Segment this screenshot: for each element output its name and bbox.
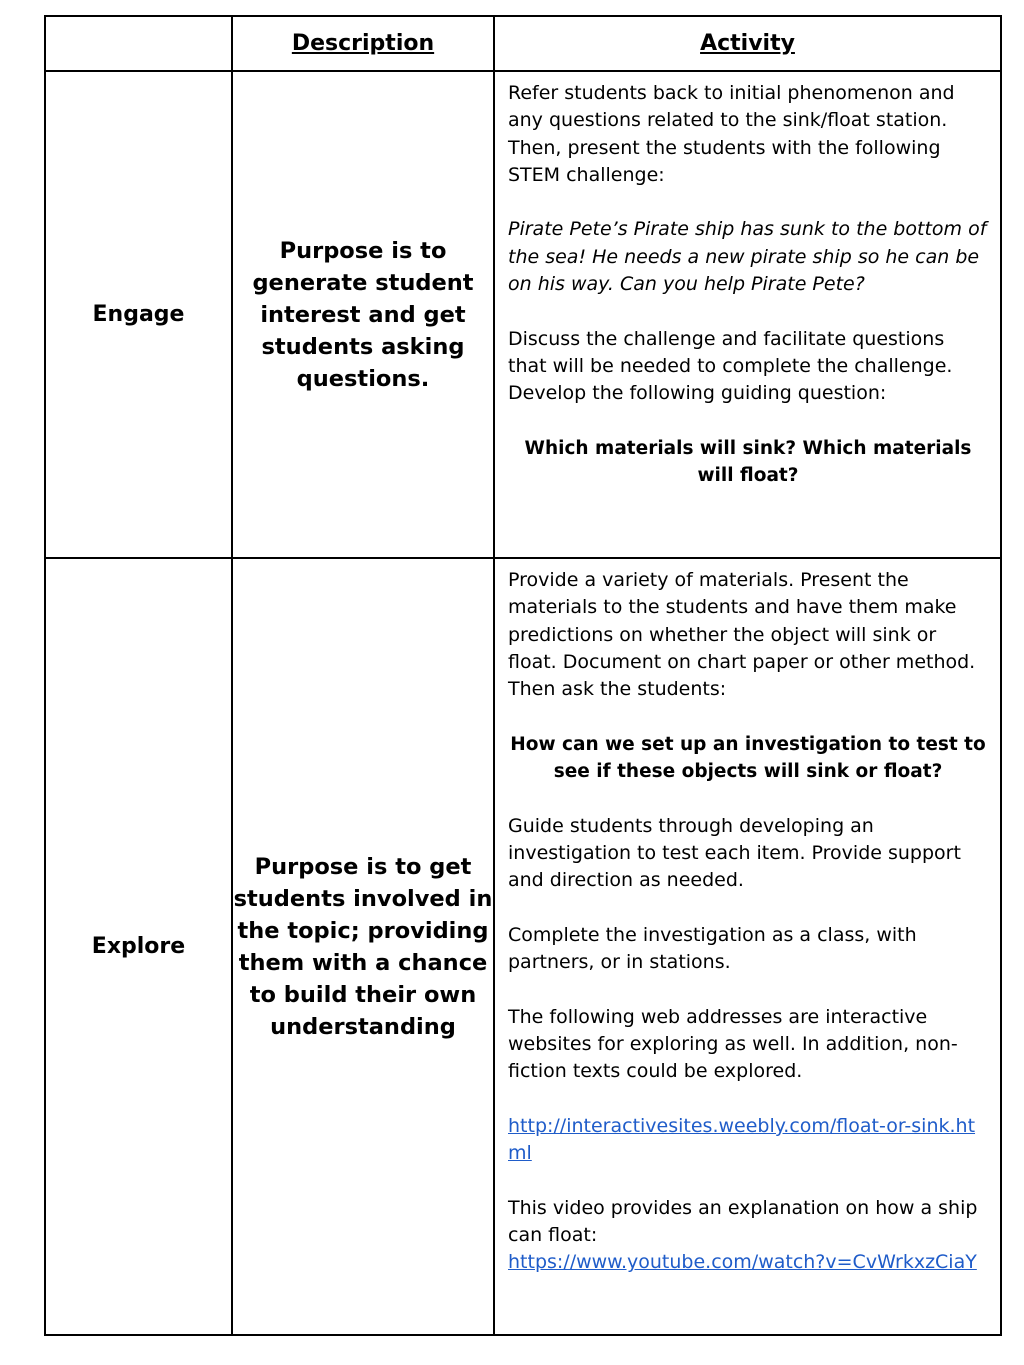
engage-row <box>45 71 1001 558</box>
header-empty-cell <box>45 16 232 71</box>
interactive-sites-link[interactable]: http://interactivesites.weebly.com/float-or-sink.html <box>508 1114 976 1165</box>
explore-paragraph-materials: Provide a variety of materials. Present the materials to the students and have them make predictions on whether the object will sink or float. Document on chart paper or other method. Then ask the students: <box>508 569 976 701</box>
header-description: Description <box>232 16 494 71</box>
explore-link-paragraph <box>508 1113 988 1168</box>
header-activity: Activity <box>494 16 1001 71</box>
video-description: This video provides an explanation on how a ship can float: <box>508 1196 978 1247</box>
explore-paragraph-guide: Guide students through developing an investigation to test each item. Provide support and direction as needed. <box>508 814 961 892</box>
phase-label-explore: Explore <box>45 558 232 1335</box>
purpose-explore: Purpose is to get students involved in the topic; providing them with a chance to build their own understanding <box>232 558 494 1335</box>
explore-guiding-question: How can we set up an investigation to test to see if these objects will sink or float? <box>510 733 986 783</box>
explore-row <box>45 558 1001 1335</box>
youtube-video-link[interactable]: https://www.youtube.com/watch?v=CvWrkxzCiaY <box>508 1251 977 1274</box>
explore-paragraph-websites: The following web addresses are interactive websites for exploring as well. In addition, non-fiction texts could be explored. <box>508 1005 958 1083</box>
engage-paragraph-discuss: Discuss the challenge and facilitate questions that will be needed to complete the challenge. Develop the following guiding question: <box>508 327 953 405</box>
lesson-plan-table <box>44 15 1002 1336</box>
phase-label-engage: Engage <box>45 71 232 558</box>
engage-guiding-question: Which materials will sink? Which materials will float? <box>524 437 972 487</box>
engage-challenge-text: Pirate Pete’s Pirate ship has sunk to the bottom of the sea! He needs a new pirate ship so he can be on his way. Can you help Pirate Pete? <box>508 218 987 296</box>
activity-explore <box>494 558 1001 1335</box>
explore-paragraph-complete: Complete the investigation as a class, with partners, or in stations. <box>508 923 917 974</box>
engage-paragraph-intro: Refer students back to initial phenomenon and any questions related to the sink/float station. Then, present the students with the following STEM challenge: <box>508 82 955 186</box>
activity-engage <box>494 71 1001 558</box>
header-row <box>45 16 1001 71</box>
purpose-engage: Purpose is to generate student interest and get students asking questions. <box>232 71 494 558</box>
explore-video-paragraph <box>508 1195 988 1277</box>
